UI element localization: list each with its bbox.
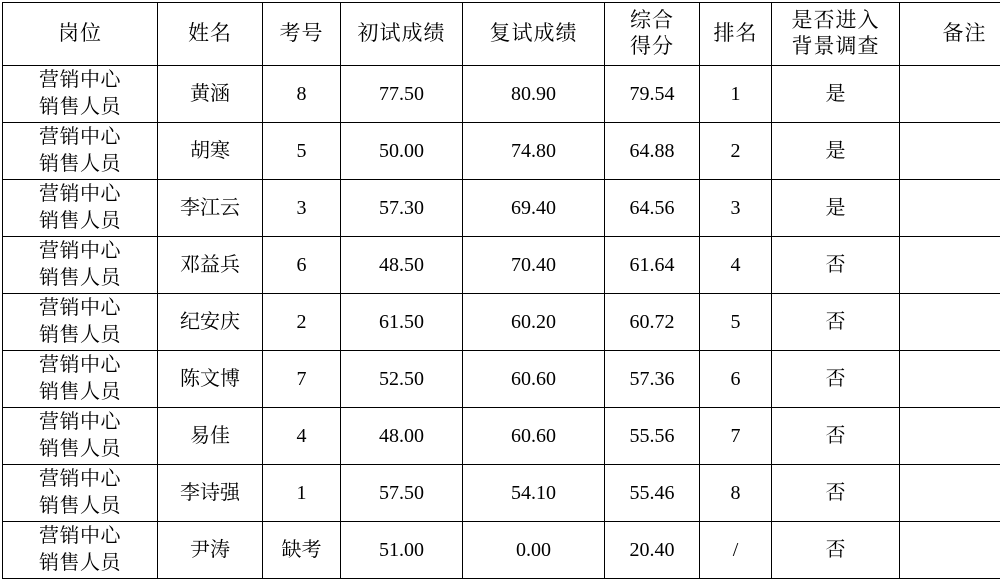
cell-post: 营销中心 销售人员 (3, 180, 158, 237)
cell-exam-no: 缺考 (263, 522, 341, 579)
cell-name: 黄涵 (158, 66, 263, 123)
table-row (3, 351, 1000, 408)
cell-first-score: 57.30 (341, 180, 463, 237)
column-header-second-score (463, 3, 605, 66)
cell-second-score: 0.00 (463, 522, 605, 579)
cell-remark (900, 351, 1000, 408)
cell-post: 营销中心 销售人员 (3, 408, 158, 465)
table-row (3, 522, 1000, 579)
cell-exam-no: 7 (263, 351, 341, 408)
cell-remark (900, 66, 1000, 123)
cell-total-score: 79.54 (605, 66, 700, 123)
table-row (3, 123, 1000, 180)
cell-second-score: 60.60 (463, 408, 605, 465)
header-row (3, 3, 1000, 66)
column-header-remark (900, 3, 1000, 66)
cell-rank: 1 (700, 66, 772, 123)
cell-second-score: 60.20 (463, 294, 605, 351)
cell-remark (900, 294, 1000, 351)
cell-total-score: 20.40 (605, 522, 700, 579)
cell-first-score: 50.00 (341, 123, 463, 180)
cell-name: 陈文博 (158, 351, 263, 408)
cell-background-check: 否 (772, 351, 900, 408)
cell-name: 易佳 (158, 408, 263, 465)
column-header-background-check (772, 3, 900, 66)
table-row (3, 180, 1000, 237)
column-header-total-score-text: 综合 得分 (605, 8, 699, 59)
cell-background-check: 是 (772, 123, 900, 180)
cell-post: 营销中心 销售人员 (3, 66, 158, 123)
column-header-post-text: 岗位 (3, 21, 157, 47)
cell-background-check: 否 (772, 294, 900, 351)
cell-background-check: 是 (772, 66, 900, 123)
cell-background-check: 否 (772, 408, 900, 465)
cell-post: 营销中心 销售人员 (3, 351, 158, 408)
cell-rank: 4 (700, 237, 772, 294)
cell-total-score: 57.36 (605, 351, 700, 408)
cell-exam-no: 4 (263, 408, 341, 465)
cell-background-check: 是 (772, 180, 900, 237)
cell-rank: 6 (700, 351, 772, 408)
column-header-background-check-text: 是否进入 背景调查 (772, 8, 899, 59)
cell-total-score: 55.46 (605, 465, 700, 522)
cell-rank: 3 (700, 180, 772, 237)
cell-remark (900, 465, 1000, 522)
cell-name: 纪安庆 (158, 294, 263, 351)
cell-background-check: 否 (772, 465, 900, 522)
cell-total-score: 61.64 (605, 237, 700, 294)
column-header-remark-text: 备注 (900, 21, 1000, 47)
cell-name: 李江云 (158, 180, 263, 237)
cell-name: 李诗强 (158, 465, 263, 522)
cell-exam-no: 1 (263, 465, 341, 522)
cell-post: 营销中心 销售人员 (3, 522, 158, 579)
column-header-name-text: 姓名 (158, 21, 262, 47)
cell-name: 胡寒 (158, 123, 263, 180)
cell-rank: 7 (700, 408, 772, 465)
cell-total-score: 55.56 (605, 408, 700, 465)
column-header-first-score-text: 初试成绩 (341, 21, 462, 47)
cell-rank: 5 (700, 294, 772, 351)
cell-first-score: 57.50 (341, 465, 463, 522)
table-row (3, 465, 1000, 522)
cell-remark (900, 123, 1000, 180)
cell-second-score: 80.90 (463, 66, 605, 123)
cell-rank: 8 (700, 465, 772, 522)
cell-second-score: 69.40 (463, 180, 605, 237)
table-row (3, 237, 1000, 294)
cell-rank: / (700, 522, 772, 579)
column-header-total-score (605, 3, 700, 66)
cell-second-score: 60.60 (463, 351, 605, 408)
table-body (3, 66, 1000, 579)
score-table (2, 2, 1000, 579)
cell-first-score: 61.50 (341, 294, 463, 351)
cell-second-score: 70.40 (463, 237, 605, 294)
cell-exam-no: 2 (263, 294, 341, 351)
cell-second-score: 74.80 (463, 123, 605, 180)
cell-first-score: 77.50 (341, 66, 463, 123)
cell-remark (900, 180, 1000, 237)
cell-background-check: 否 (772, 522, 900, 579)
column-header-name (158, 3, 263, 66)
cell-rank: 2 (700, 123, 772, 180)
table-header (3, 3, 1000, 66)
column-header-second-score-text: 复试成绩 (463, 21, 604, 47)
cell-remark (900, 408, 1000, 465)
column-header-exam-no-text: 考号 (263, 21, 340, 47)
cell-remark (900, 237, 1000, 294)
table-row (3, 66, 1000, 123)
cell-background-check: 否 (772, 237, 900, 294)
score-sheet (0, 2, 1000, 587)
column-header-first-score (341, 3, 463, 66)
cell-first-score: 48.50 (341, 237, 463, 294)
column-header-post (3, 3, 158, 66)
cell-name: 尹涛 (158, 522, 263, 579)
cell-exam-no: 6 (263, 237, 341, 294)
cell-first-score: 48.00 (341, 408, 463, 465)
cell-total-score: 60.72 (605, 294, 700, 351)
cell-post: 营销中心 销售人员 (3, 123, 158, 180)
cell-total-score: 64.56 (605, 180, 700, 237)
cell-post: 营销中心 销售人员 (3, 294, 158, 351)
column-header-exam-no (263, 3, 341, 66)
cell-post: 营销中心 销售人员 (3, 237, 158, 294)
cell-exam-no: 5 (263, 123, 341, 180)
cell-second-score: 54.10 (463, 465, 605, 522)
table-row (3, 294, 1000, 351)
cell-exam-no: 8 (263, 66, 341, 123)
cell-name: 邓益兵 (158, 237, 263, 294)
cell-first-score: 51.00 (341, 522, 463, 579)
cell-first-score: 52.50 (341, 351, 463, 408)
cell-remark (900, 522, 1000, 579)
cell-exam-no: 3 (263, 180, 341, 237)
cell-total-score: 64.88 (605, 123, 700, 180)
column-header-rank-text: 排名 (700, 21, 771, 47)
column-header-rank (700, 3, 772, 66)
table-row (3, 408, 1000, 465)
cell-post: 营销中心 销售人员 (3, 465, 158, 522)
